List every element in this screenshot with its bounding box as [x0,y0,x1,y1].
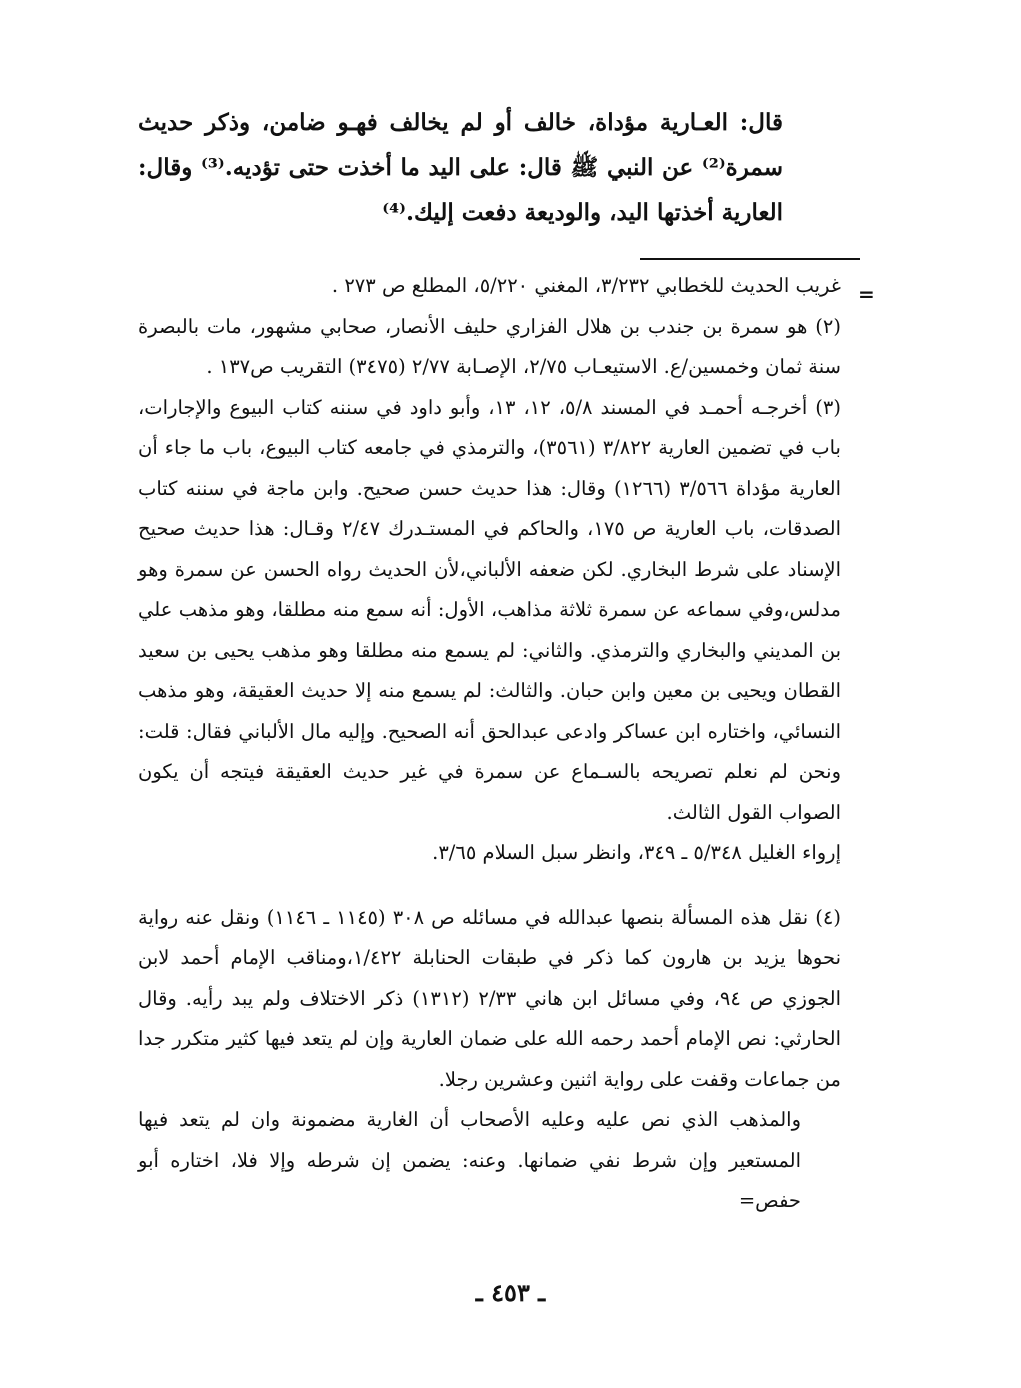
continuation-marker: = [858,282,875,306]
main-paragraph: قال: العـارية مؤداة، خالف أو لم يخالف فهـو ضامن، وذكر حديث سمرة⁽²⁾ عن النبي ﷺ قال: على اليد ما أخذت حتى تؤديه.⁽³⁾ وقال: العارية أخذتها اليد، والوديعة دفعت إليك.⁽⁴⁾ [138,109,783,226]
footnote-3-tail: إرواء الغليل ٥/٣٤٨ ـ ٣٤٩، وانظر سبل السلام ٣/٦٥. [432,841,841,864]
footnote-separator [640,258,860,260]
footnote-4-continuation: والمذهب الذي نص عليه وعليه الأصحاب أن الغارية مضمونة وان لم يتعد فيها المستعير وإن شرط نفي ضمانها. وعنه: يضمن إن شرطه وإلا فلا، اختاره أبو حفص= [138,1108,801,1212]
main-text-block [138,100,783,235]
footnote-2: (٢) هو سمرة بن جندب بن هلال الفزاري حليف الأنصار، صحابي مشهور، مات بالبصرة سنة ثمان وخمسين/ع. الاستيعـاب ٢/٧٥، الإصـابة ٢/٧٧ (٣٤٧٥) التقريب ص١٣٧ . [138,314,841,378]
footnote-4: (٤) نقل هذه المسألة بنصها عبدالله في مسائله ص ٣٠٨ (١١٤٥ ـ ١١٤٦) ونقل عنه رواية نحوها يزيد بن هارون كما ذكر في طبقات الحنابلة ١/٤٢٢،ومناقب الإمام أحمد لابن الجوزي ص ٩٤، وفي مسائل ابن هاني ٢/٣٣ (١٣١٢) ذكر الاختلاف ولم يبد رأيه. وقال الحارثي: نص الإمام أحمد رحمه الله على ضمان العارية وإن لم يتعد فيها كثير متكرر جدا من جماعات وقفت على رواية اثنين وعشرين رجلا. [138,905,842,1091]
footnotes-block [138,266,841,1222]
footnote-3: (٣) أخرجـه أحمـد في المسند ٥/٨، ١٢، ١٣، وأبو داود في سننه كتاب البيوع والإجارات، باب في تضمين العارية ٣/٨٢٢ (٣٥٦١)، والترمذي في جامعه كتاب البيوع، باب ما جاء أن العارية مؤداة ٣/٥٦٦ (١٢٦٦) وقال: هذا حديث حسن صحيح. وابن ماجة في سننه كتاب الصدقات، باب العارية ص ١٧٥، والحاكم في المستـدرك ٢/٤٧ وقـال: هذا حديث صحيح الإسناد على شرط البخاري. لكن ضعفه الألباني،لأن الحديث رواه الحسن عن سمرة وهو مدلس،وفي سماعه عن سمرة ثلاثة مذاهب، الأول: أنه سمع منه مطلقا، وهو مذهب علي بن المديني والبخاري والترمذي. والثاني: لم يسمع منه مطلقا وهو مذهب يحيى بن سعيد القطان ويحيى بن معين وابن حبان. والثالث: لم يسمع منه إلا حديث العقيقة، وهو مذهب النسائي، واختاره ابن عساكر وادعى عبدالحق أنه الصحيح. وإليه مال الألباني فقال: قلت: ونحن لم نعلم تصريحه بالسـماع عن سمرة في غير حديث العقيقة فيتجه أن يكون الصواب القول الثالث. [138,395,841,824]
footnote-gap [138,874,841,898]
footnote-1-continuation: غريب الحديث للخطابي ٣/٢٣٢، المغني ٥/٢٢٠، المطلع ص ٢٧٣ . [331,274,841,297]
page-number: ـ ٤٥٣ ـ [475,1278,546,1307]
